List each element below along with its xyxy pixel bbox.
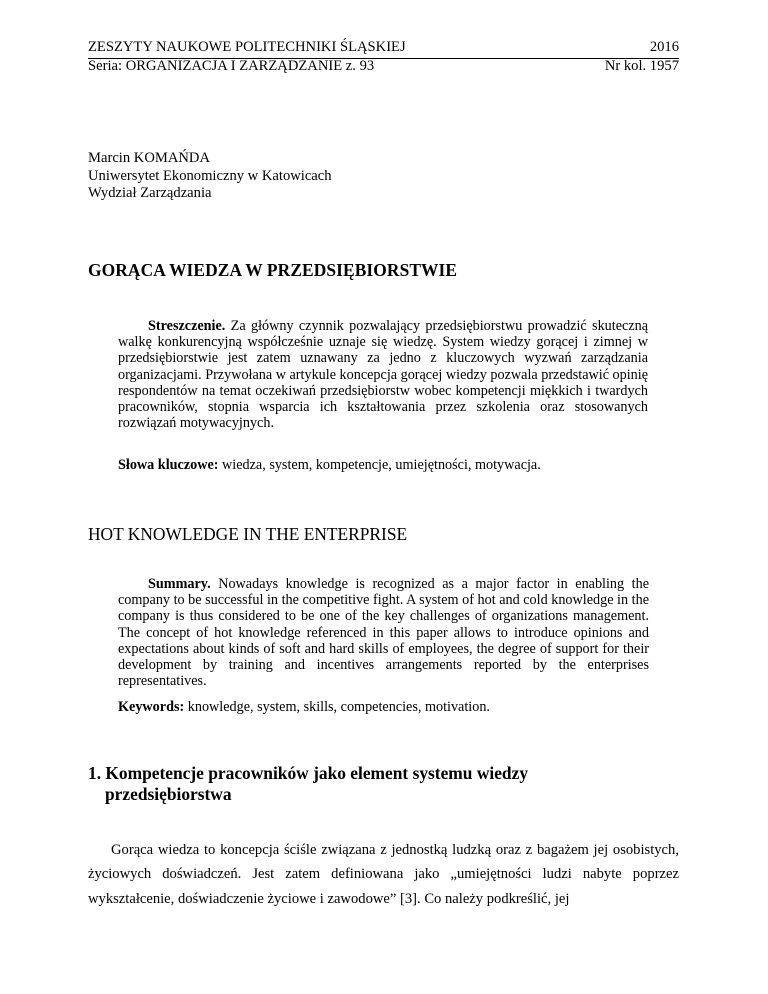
author-affiliation: Uniwersytet Ekonomiczny w Katowicach (88, 167, 332, 184)
section-heading-line2: przedsiębiorstwa (105, 784, 232, 804)
section-heading-line1: 1. Kompetencje pracowników jako element systemu wiedzy (88, 763, 529, 783)
journal-issue: Nr kol. 1957 (604, 58, 679, 74)
abstract-en (118, 576, 649, 689)
keywords-en (118, 699, 490, 716)
journal-year: 2016 (649, 39, 679, 55)
keywords-pl (118, 457, 541, 474)
keywords-pl-label: Słowa kluczowe: (118, 457, 219, 473)
abstract-pl-label: Streszczenie. (148, 318, 226, 334)
journal-series: Seria: ORGANIZACJA I ZARZĄDZANIE z. 93 (88, 58, 375, 74)
abstract-pl-text: Za główny czynnik pozwalający przedsiębiorstwu prowadzić skuteczną walkę konkurencyjną współcześnie uznaje się wiedzę. System wiedzy gorącej i zimnej w przedsiębiorstwie jest zatem uznawany za jedno z kluczowych wyzwań zarządzania organizacjami. Przywołana w artykule koncepcja gorącej wiedzy pozwala przedstawić opinię respondentów na temat oczekiwań przedsiębiorstw wobec kompetencji miękkich i twardych pracowników, stopnia wsparcia ich kształtowania przez szkolenia oraz stosowanych rozwiązań motywacyjnych. (118, 318, 648, 432)
running-header (88, 38, 679, 76)
keywords-pl-text: wiedza, system, kompetencje, umiejętności, motywacja. (218, 457, 541, 473)
section-1-paragraph: Gorąca wiedza to koncepcja ściśle związana z jednostką ludzką oraz z bagażem jej osobistych, życiowych doświadczeń. Jest zatem definiowana jako „umiejętności ludzi nabyte poprzez wykształcenie, doświadczenie życiowe i zawodowe” [3]. Co należy podkreślić, jej (88, 842, 679, 907)
paper-title-pl: GORĄCA WIEDZA W PRZEDSIĘBIORSTWIE (88, 260, 458, 280)
journal-name: ZESZYTY NAUKOWE POLITECHNIKI ŚLĄSKIEJ (88, 39, 406, 55)
abstract-en-text: Nowadays knowledge is recognized as a major factor in enabling the company to be successful in the competitive fight. A system of hot and cold knowledge in the company is thus considered to be one of the key challenges of organizations management. The concept of hot knowledge referenced in this paper allows to introduce opinions and expectations about kinds of soft and hard skills of employees, the degree of support for their development by training and incentives arrangements reported by the enterprises representatives. (118, 576, 649, 690)
author-department: Wydział Zarządzania (88, 185, 212, 201)
abstract-en-label: Summary. (148, 576, 211, 592)
section-heading-1 (88, 763, 528, 805)
author-name: Marcin KOMAŃDA (88, 150, 211, 166)
paper-title-en: HOT KNOWLEDGE IN THE ENTERPRISE (88, 524, 408, 544)
header-rule (88, 58, 679, 59)
keywords-en-label: Keywords: (118, 699, 185, 715)
abstract-pl (118, 318, 648, 431)
keywords-en-text: knowledge, system, skills, competencies, motivation. (184, 699, 490, 715)
author-block (88, 150, 332, 203)
